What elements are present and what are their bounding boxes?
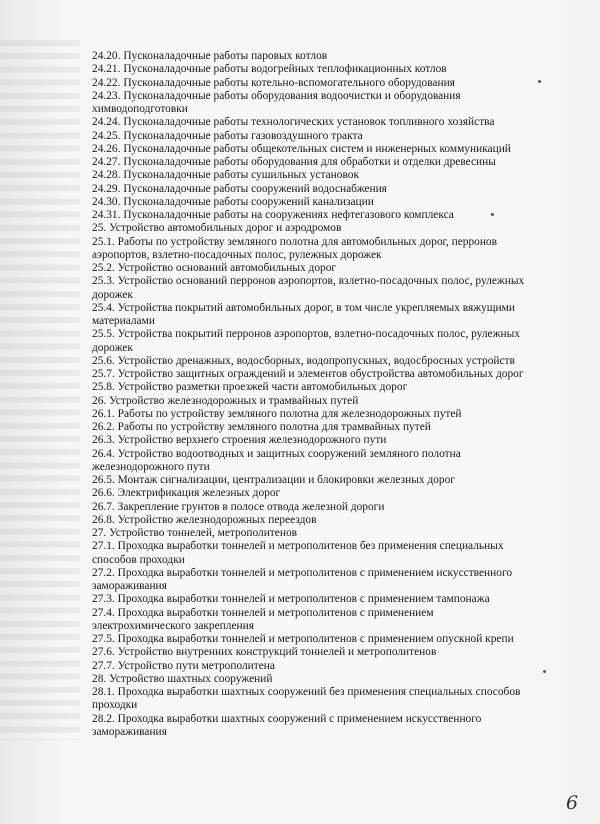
text-line: 25.8. Устройство разметки проезжей части автомобильных дорог <box>92 381 408 394</box>
text-line: 27.6. Устройство внутренних конструкций тоннелей и метрополитенов <box>92 646 437 659</box>
text-line: 25.2. Устройство оснований автомобильных дорог <box>92 262 337 274</box>
text-line: способов проходки <box>92 553 185 566</box>
text-line: электрохимического закрепления <box>92 619 254 632</box>
text-line: дорожек <box>92 341 133 354</box>
text-line: 24.28. Пусконаладочные работы сушильных установок <box>92 169 359 182</box>
text-line: 24.27. Пусконаладочные работы оборудования для обработки и отделки древесины <box>92 156 496 168</box>
text-line: 27.7. Устройство пути метрополитена <box>92 659 275 672</box>
text-line: 25.7. Устройство защитных ограждений и элементов обустройства автомобильных дорог <box>92 368 524 380</box>
text-line: замораживания <box>92 725 167 738</box>
text-line: проходки <box>92 699 138 712</box>
text-line: 24.21. Пусконаладочные работы водогрейных теплофикационных котлов <box>92 63 447 76</box>
text-line: 24.22. Пусконаладочные работы котельно-вспомогательного оборудования <box>92 76 455 89</box>
text-line: 26.1. Работы по устройству земляного полотна для железнодорожных путей <box>92 407 462 420</box>
text-line: 27.3. Проходка выработки тоннелей и метрополитенов с применением тампонажа <box>92 593 490 606</box>
text-line: 26.7. Закрепление грунтов в полосе отвода железной дороги <box>92 500 385 513</box>
text-line: материалами <box>92 315 155 327</box>
text-line: 24.23. Пусконаладочные работы оборудования водоочистки и оборудования <box>92 89 461 102</box>
text-line: 24.30. Пусконаладочные работы сооружений канализации <box>92 195 374 208</box>
text-line: 26.4. Устройство водоотводных и защитных сооружений земляного полотна <box>92 447 461 460</box>
text-line: замораживания <box>92 580 167 592</box>
text-line: 26.6. Электрификация железных дорог <box>92 487 281 500</box>
text-line: 27. Устройство тоннелей, метрополитенов <box>92 527 298 539</box>
text-line: 25.5. Устройства покрытий перронов аэропортов, взлетно-посадочных полос, рулежных <box>92 328 520 341</box>
text-line: 24.31. Пусконаладочные работы на сооружениях нефтегазового комплекса <box>92 209 454 221</box>
text-line: 24.25. Пусконаладочные работы газовоздушного тракта <box>92 129 363 142</box>
text-line: аэропортов, взлетно-посадочных полос, рулежных дорожек <box>92 248 382 261</box>
text-line: 28. Устройство шахтных сооружений <box>92 672 273 685</box>
text-line: железнодорожного пути <box>92 460 210 473</box>
text-line: 26.3. Устройство верхнего строения железнодорожного пути <box>92 434 387 447</box>
text-line: дорожек <box>92 288 133 301</box>
text-line: 27.1. Проходка выработки тоннелей и метрополитенов без применения специальных <box>92 540 504 553</box>
text-line: 25.1. Работы по устройству земляного полотна для автомобильных дорог, перронов <box>92 235 498 248</box>
page-number: 6 <box>566 792 579 814</box>
text-line: 28.2. Проходка выработки шахтных сооружений с применением искусственного <box>92 712 482 725</box>
bleed-through-margin <box>0 40 80 740</box>
text-line: 25.6. Устройство дренажных, водосборных, водопропускных, водосбросных устройств <box>92 354 515 367</box>
text-line: 25.4. Устройства покрытий автомобильных дорог, в том числе укрепляемых вяжущими <box>92 301 515 314</box>
text-line: 26. Устройство железнодорожных и трамвайных путей <box>92 394 359 407</box>
document-body <box>92 50 552 739</box>
text-line: 25.3. Устройство оснований перронов аэропортов, взлетно-посадочных полос, рулежных <box>92 275 525 288</box>
text-line: 26.8. Устройство железнодорожных переездов <box>92 513 317 526</box>
text-line: 27.2. Проходка выработки тоннелей и метрополитенов с применением искусственного <box>92 566 513 579</box>
text-line: 28.1. Проходка выработки шахтных сооружений без применения специальных способов <box>92 686 521 698</box>
text-line: 27.4. Проходка выработки тоннелей и метрополитенов с применением <box>92 606 434 619</box>
text-line: 24.20. Пусконаладочные работы паровых котлов <box>92 50 328 62</box>
text-line: 24.24. Пусконаладочные работы технологических установок топливного хозяйства <box>92 116 495 129</box>
text-line: 27.5. Проходка выработки тоннелей и метрополитенов с применением опускной крепи <box>92 633 514 645</box>
text-line: 24.26. Пусконаладочные работы общекотельных систем и инженерных коммуникаций <box>92 142 511 155</box>
text-line: 24.29. Пусконаладочные работы сооружений водоснабжения <box>92 182 387 195</box>
text-line: 26.2. Работы по устройству земляного полотна для трамвайных путей <box>92 421 431 433</box>
text-line: 25. Устройство автомобильных дорог и аэродромов <box>92 222 342 235</box>
text-line: химводоподготовки <box>92 103 188 115</box>
text-line: 26.5. Монтаж сигнализации, централизации и блокировки железных дорог <box>92 474 455 486</box>
